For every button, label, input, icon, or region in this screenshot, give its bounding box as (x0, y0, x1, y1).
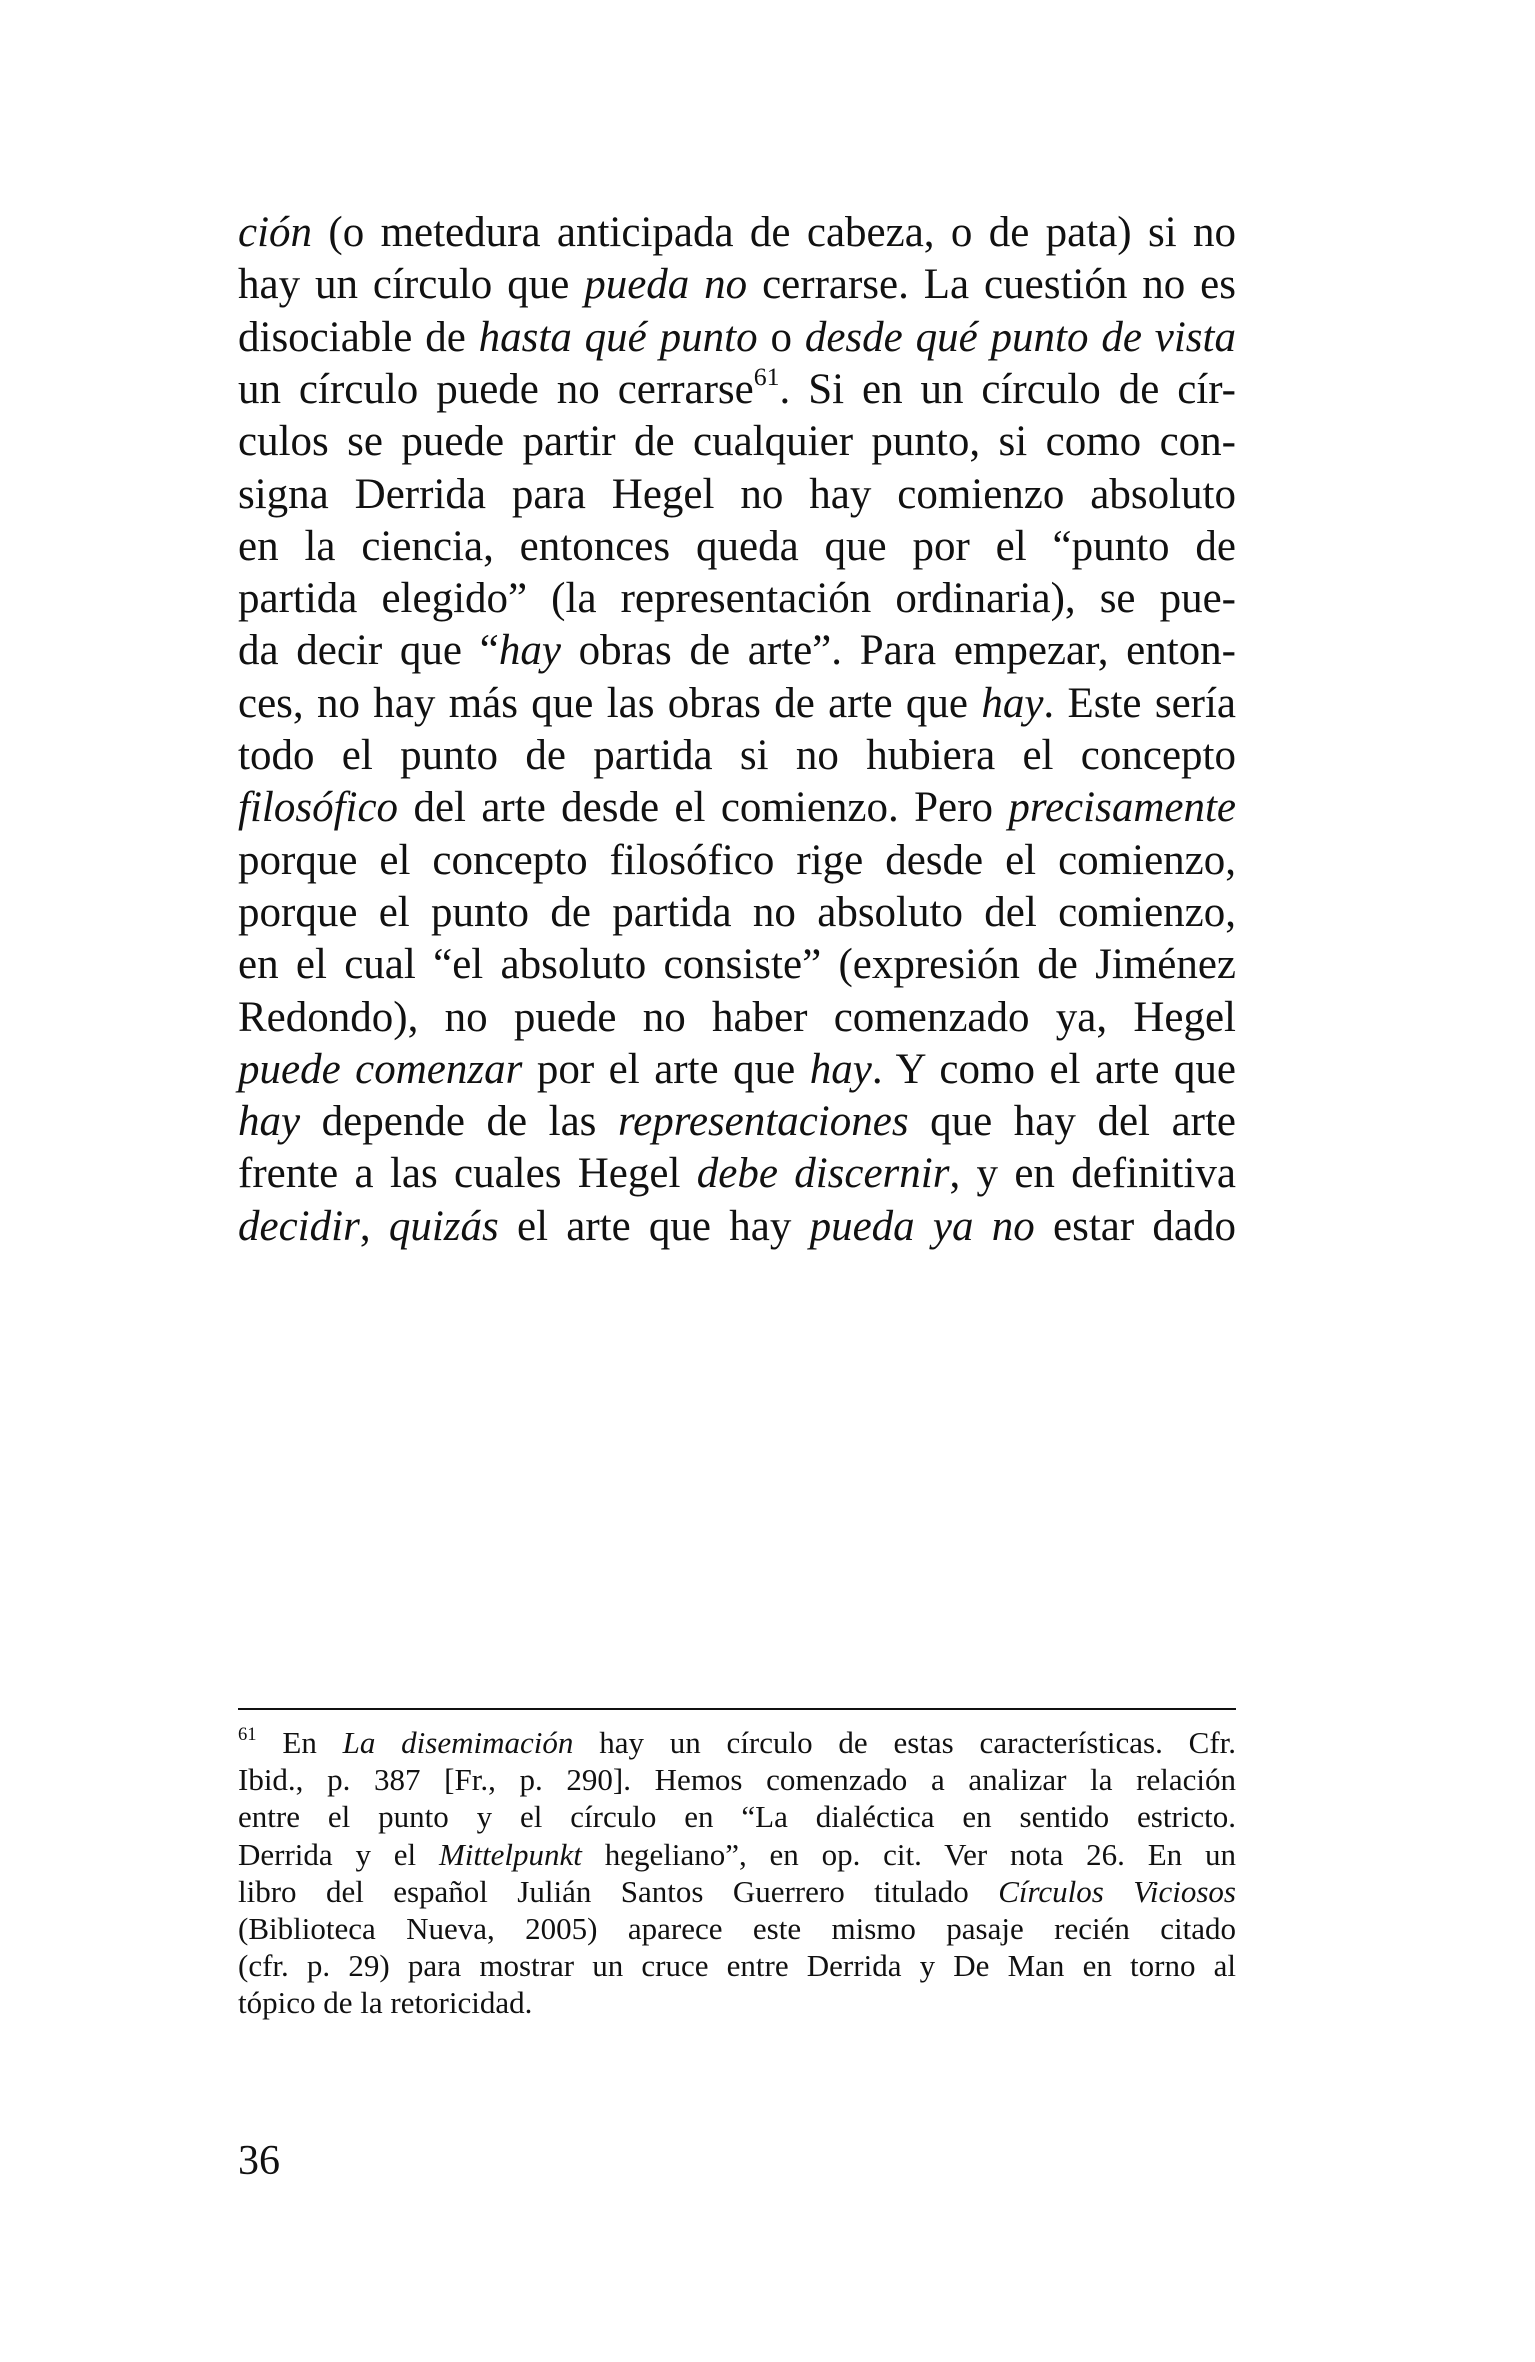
body-text-line (238, 1144, 1236, 1204)
text-run: Ibid., p. 387 [Fr., p. 290]. Hemos comenzado a analizar la relación (238, 1762, 1236, 1798)
text-run: libro del español Julián Santos Guerrero titulado (238, 1873, 999, 1909)
italic-text: hay (238, 1098, 301, 1146)
body-text-line (238, 726, 1236, 786)
text-run: , (359, 1202, 389, 1250)
text-run: depende de las (300, 1098, 618, 1146)
italic-text: debe discernir (696, 1150, 950, 1198)
italic-text: representaciones (618, 1098, 909, 1146)
footnote-marker: 61 (753, 361, 780, 391)
text-run: hay un círculo de estas características. Cfr. (573, 1725, 1237, 1760)
italic-text: Mittelpunkt (438, 1836, 582, 1872)
footnote-line (238, 1985, 1236, 2021)
text-run: por el arte que (522, 1045, 810, 1093)
text-run: Derrida y el (238, 1836, 439, 1872)
text-run: estar dado (1034, 1202, 1237, 1250)
italic-text: hay (498, 627, 561, 675)
text-run: . Si en un círculo de cír- (779, 365, 1236, 413)
italic-text: filosófico (238, 784, 399, 832)
text-run: partida elegido” (la representación ordinaria), se pue- (238, 575, 1236, 623)
italic-text: hasta qué punto (478, 313, 758, 361)
italic-text: precisamente (1008, 784, 1236, 832)
text-run: (o metedura anticipada de cabeza, o de pata) si no (312, 209, 1236, 256)
text-run: En (256, 1725, 343, 1760)
text-run: Redondo), no puede no haber comenzado ya, Hegel (238, 993, 1236, 1041)
body-text-line (238, 517, 1236, 577)
footnote-line (238, 1911, 1236, 1947)
footnote-line (238, 1948, 1236, 1984)
italic-text: La disemimación (342, 1725, 574, 1760)
text-run: tópico de la retoricidad. (238, 1985, 533, 2021)
text-run: en el cual “el absoluto consiste” (expresión de Jiménez (238, 941, 1236, 989)
body-text-line (238, 203, 1236, 263)
text-run: porque el concepto filosófico rige desde el comienzo, (238, 836, 1236, 884)
body-text-line (238, 1092, 1236, 1152)
footnote-line (238, 1799, 1236, 1835)
italic-text: puede comenzar (238, 1045, 523, 1093)
body-text-line (238, 988, 1236, 1048)
text-run: (Biblioteca Nueva, 2005) aparece este mismo pasaje recién citado (238, 1911, 1236, 1946)
italic-text: Círculos Viciosos (998, 1873, 1236, 1909)
italic-text: quizás (388, 1202, 499, 1250)
text-run: obras de arte”. Para empezar, enton- (560, 627, 1237, 675)
body-text-line (238, 308, 1236, 368)
text-run: , y en definitiva (949, 1150, 1237, 1198)
italic-text: pueda ya no (809, 1202, 1035, 1250)
italic-text: hay (809, 1045, 872, 1093)
text-run: que hay del arte (908, 1098, 1237, 1146)
body-text-line (238, 883, 1236, 943)
italic-text: desde qué punto de vista (804, 313, 1236, 361)
footnote-separator (238, 1708, 1236, 1710)
body-text-line (238, 465, 1236, 525)
body-text-line (238, 1197, 1236, 1257)
body-text-line (238, 621, 1236, 681)
footnote-marker: 61 (238, 1723, 257, 1745)
footnote-line (238, 1762, 1236, 1798)
text-run: . Este sería (1043, 679, 1236, 727)
footnote-line (238, 1837, 1236, 1873)
text-run: frente a las cuales Hegel (238, 1150, 697, 1198)
body-text-line (238, 360, 1236, 420)
text-run: todo el punto de partida si no hubiera el concepto (238, 732, 1236, 779)
text-run: ces, no hay más que las obras de arte que (238, 679, 982, 727)
text-run: da decir que “ (238, 627, 499, 675)
text-run: entre el punto y el círculo en “La dialéctica en sentido estricto. (238, 1799, 1236, 1835)
italic-text: ción (238, 209, 313, 256)
body-text-line (238, 569, 1236, 629)
body-text-line (238, 674, 1236, 734)
text-run: signa Derrida para Hegel no hay comienzo absoluto (238, 470, 1236, 518)
body-text-line (238, 831, 1236, 891)
italic-text: pueda no (584, 261, 748, 309)
body-text-line (238, 255, 1236, 315)
text-run: un círculo puede no cerrarse (238, 365, 754, 413)
body-text-line (238, 935, 1236, 995)
text-run: porque el punto de partida no absoluto del comienzo, (238, 888, 1236, 936)
body-text-line (238, 1040, 1236, 1100)
text-run: del arte desde el comienzo. Pero (398, 784, 1009, 832)
text-run: o (757, 313, 805, 361)
footnote-line (238, 1725, 1236, 1761)
text-run: cerrarse. La cuestión no es (747, 261, 1236, 309)
text-run: (cfr. p. 29) para mostrar un cruce entre Derrida y De Man en torno al (238, 1948, 1236, 1984)
footnote-line (238, 1874, 1236, 1910)
text-run: culos se puede partir de cualquier punto, si como con- (238, 418, 1236, 466)
italic-text: hay (981, 679, 1044, 727)
italic-text: decidir (238, 1202, 360, 1250)
text-run: . Y como el arte que (871, 1045, 1236, 1093)
text-run: hegeliano”, en op. cit. Ver nota 26. En un (581, 1836, 1236, 1872)
body-text-line (238, 412, 1236, 472)
text-run: disociable de (238, 313, 479, 361)
text-run: en la ciencia, entonces queda que por el “punto de (238, 522, 1236, 570)
page-number: 36 (238, 2138, 280, 2184)
body-text-line (238, 778, 1236, 838)
text-run: el arte que hay (498, 1202, 810, 1250)
text-run: hay un círculo que (238, 261, 585, 309)
